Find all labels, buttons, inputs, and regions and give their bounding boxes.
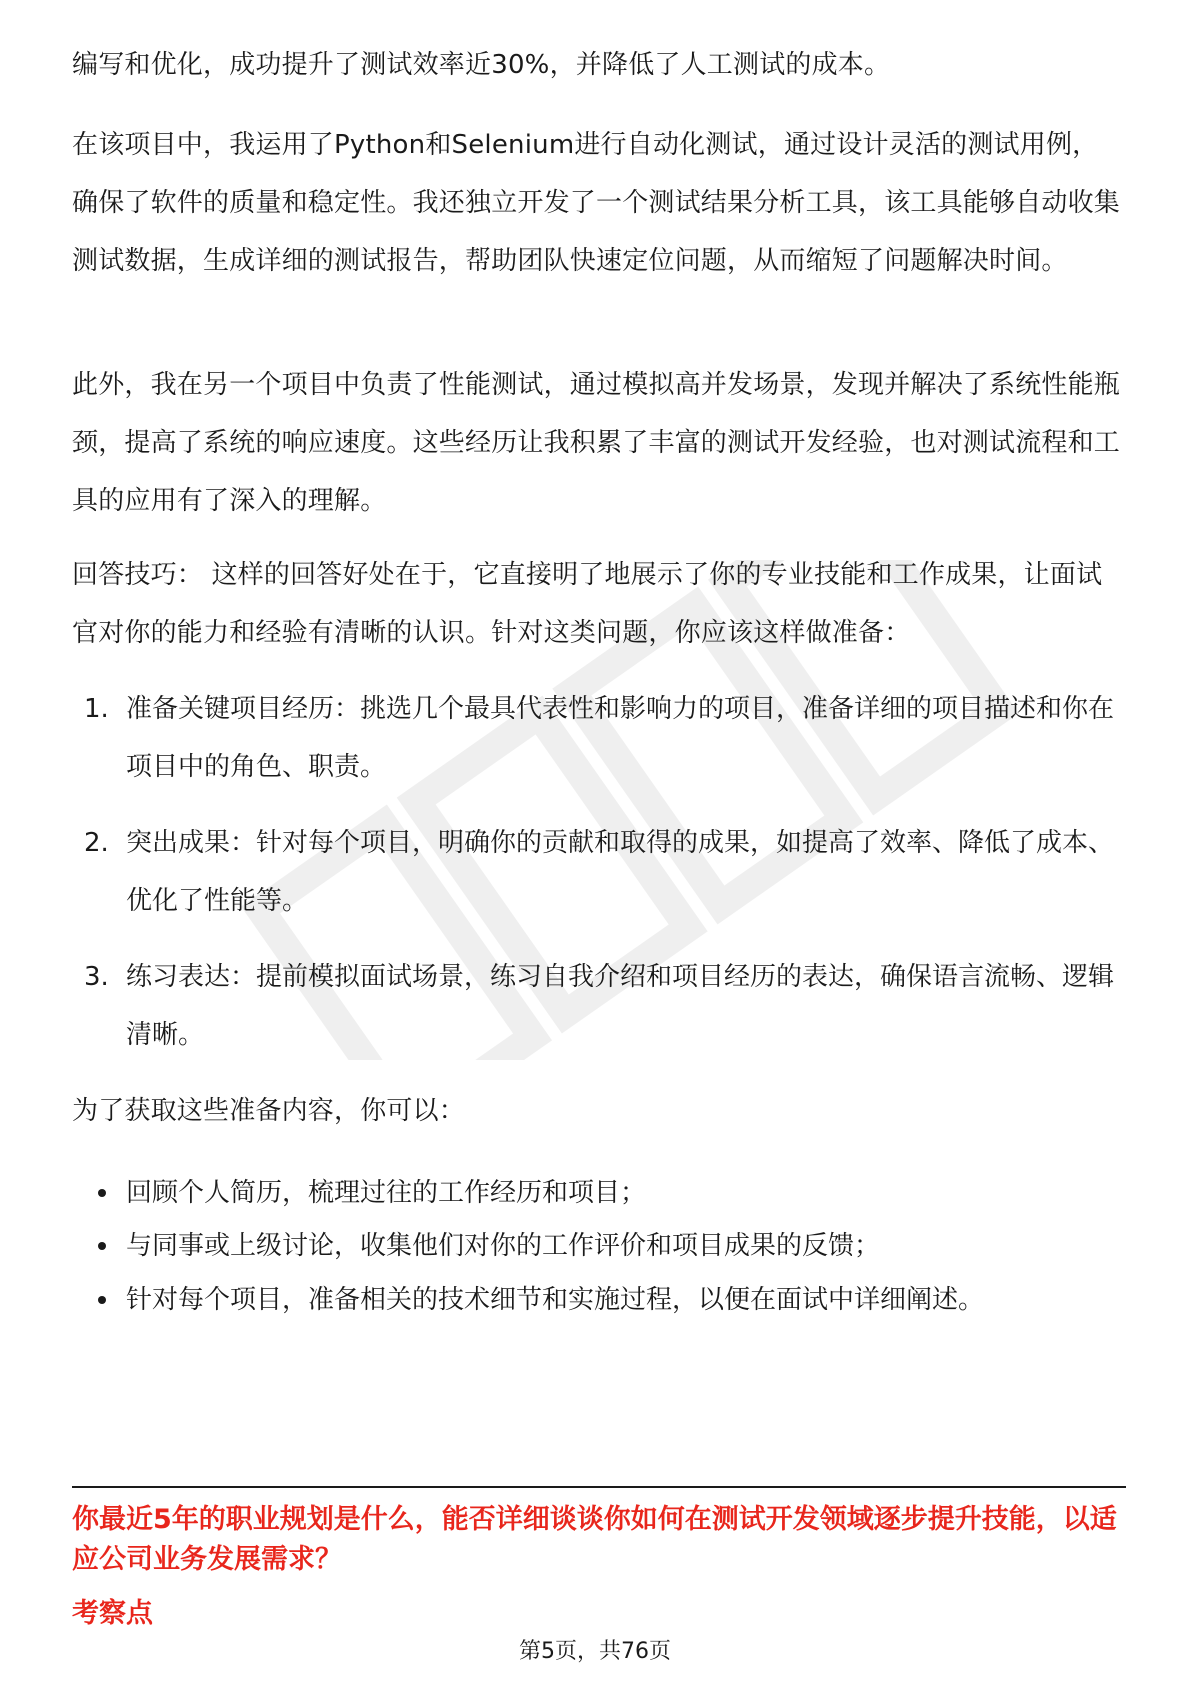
bullet-item-2: 与同事或上级讨论，收集他们对你的工作评价和项目成果的反馈； [126, 1231, 881, 1261]
paragraph-intro-bullets: 为了获取这些准备内容，你可以： [72, 1096, 466, 1126]
paragraph-1: 编写和优化，成功提升了测试效率近30%，并降低了人工测试的成本。 [72, 50, 891, 80]
bullet-item-3: 针对每个项目，准备相关的技术细节和实施过程，以便在面试中详细阐述。 [126, 1285, 985, 1315]
bullet-icon [98, 1189, 106, 1197]
page-footer: 第5页，共76页 [519, 1639, 671, 1664]
paragraph-3: 此外，我在另一个项目中负责了性能测试，通过模拟高并发场景，发现并解决了系统性能瓶颈，提高了系统的响应速度。这些经历让我积累了丰富的测试开发经验，也对测试流程和工具的应用有了深入的理解。 [72, 370, 1121, 516]
section-divider [72, 1486, 1126, 1488]
list-item-2: 突出成果：针对每个项目，明确你的贡献和取得的成果，如提高了效率、降低了成本、优化了性能等。 [126, 828, 1115, 916]
list-item-1: 准备关键项目经历：挑选几个最具代表性和影响力的项目，准备详细的项目描述和你在项目中的角色、职责。 [126, 694, 1115, 782]
list-number-2: 2. [84, 828, 109, 858]
subheading-assessment-points: 考察点 [72, 1598, 153, 1629]
list-number-3: 3. [84, 962, 109, 992]
bullet-icon [98, 1242, 106, 1250]
list-number-1: 1. [84, 694, 109, 724]
question-heading: 你最近5年的职业规划是什么，能否详细谈谈你如何在测试开发领域逐步提升技能，以适应公司业务发展需求？ [72, 1504, 1117, 1575]
list-item-3: 练习表达：提前模拟面试场景，练习自我介绍和项目经历的表达，确保语言流畅、逻辑清晰。 [126, 962, 1115, 1050]
bullet-icon [98, 1296, 106, 1304]
paragraph-tips: 回答技巧： 这样的回答好处在于，它直接明了地展示了你的专业技能和工作成果，让面试官对你的能力和经验有清晰的认识。针对这类问题，你应该这样做准备： [72, 560, 1103, 648]
paragraph-2: 在该项目中，我运用了Python和Selenium进行自动化测试，通过设计灵活的测试用例，确保了软件的质量和稳定性。我还独立开发了一个测试结果分析工具，该工具能够自动收集测试数据，生成详细的测试报告，帮助团队快速定位问题，从而缩短了问题解决时间。 [72, 130, 1121, 276]
bullet-item-1: 回顾个人简历，梳理过往的工作经历和项目； [126, 1178, 647, 1208]
